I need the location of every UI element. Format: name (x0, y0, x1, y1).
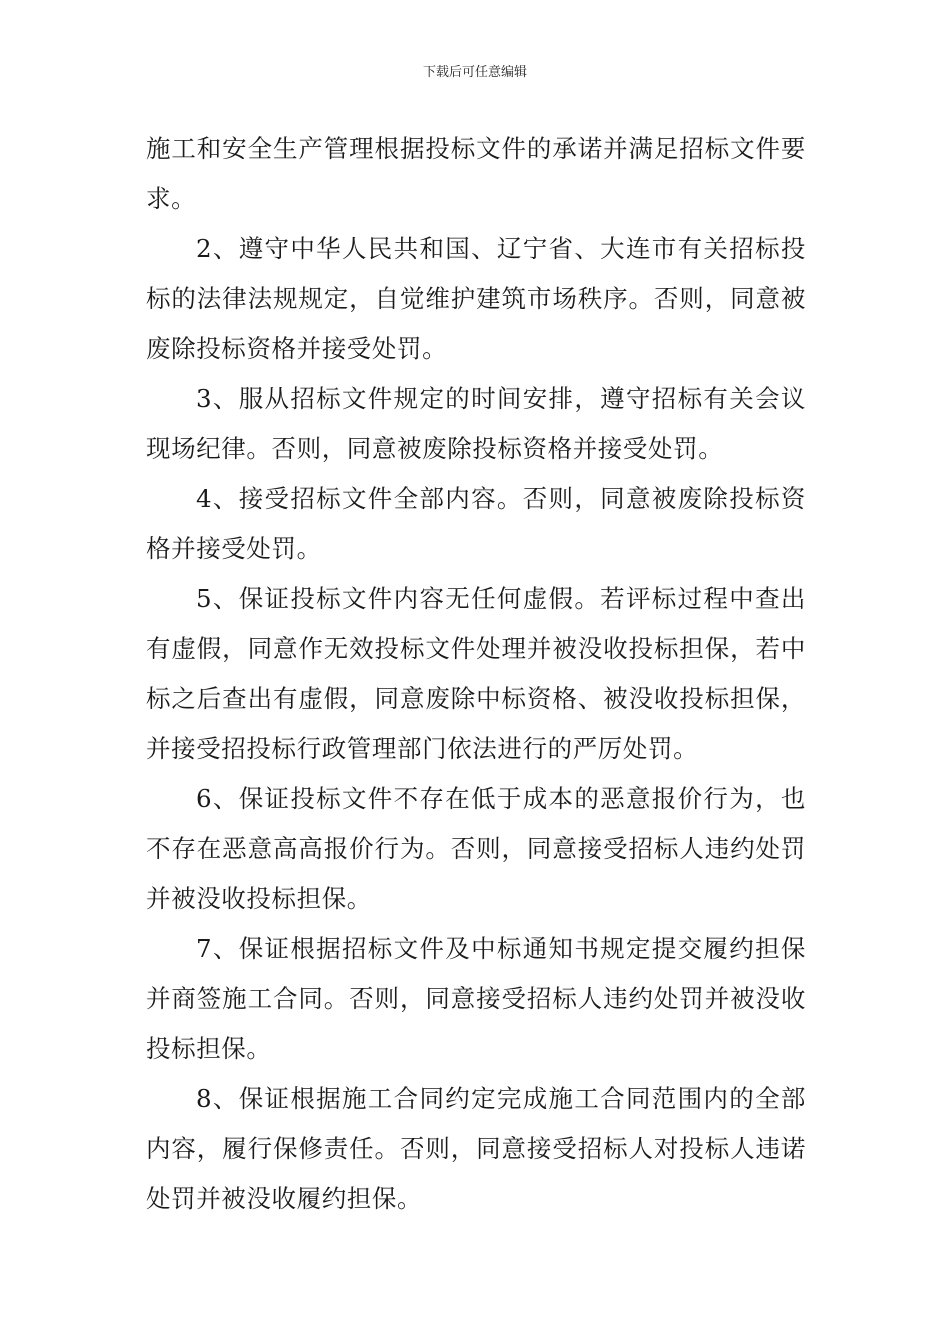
document-body (146, 124, 806, 1224)
paragraph-item-5: 5、保证投标文件内容无任何虚假。若评标过程中查出有虚假，同意作无效投标文件处理并被没收投标担保，若中标之后查出有虚假，同意废除中标资格、被没收投标担保，并接受招投标行政管理部门依法进行的严厉处罚。 (146, 584, 806, 763)
paragraph-item-6: 6、保证投标文件不存在低于成本的恶意报价行为，也不存在恶意高高报价行为。否则，同意接受招标人违约处罚并被没收投标担保。 (146, 784, 806, 913)
paragraph-item-2: 2、遵守中华人民共和国、辽宁省、大连市有关招标投标的法律法规规定，自觉维护建筑市场秩序。否则，同意被废除投标资格并接受处罚。 (146, 234, 806, 363)
page-header: 下载后可任意编辑 (422, 65, 527, 80)
paragraph-item-8: 8、保证根据施工合同约定完成施工合同范围内的全部内容，履行保修责任。否则，同意接受招标人对投标人违诺处罚并被没收履约担保。 (146, 1084, 806, 1213)
paragraph-item-3: 3、服从招标文件规定的时间安排，遵守招标有关会议现场纪律。否则，同意被废除投标资格并接受处罚。 (146, 384, 806, 463)
paragraph-continuation: 施工和安全生产管理根据投标文件的承诺并满足招标文件要求。 (146, 134, 806, 213)
paragraph-item-7: 7、保证根据招标文件及中标通知书规定提交履约担保并商签施工合同。否则，同意接受招标人违约处罚并被没收投标担保。 (146, 934, 806, 1063)
paragraph-item-4: 4、接受招标文件全部内容。否则，同意被废除投标资格并接受处罚。 (146, 484, 806, 563)
